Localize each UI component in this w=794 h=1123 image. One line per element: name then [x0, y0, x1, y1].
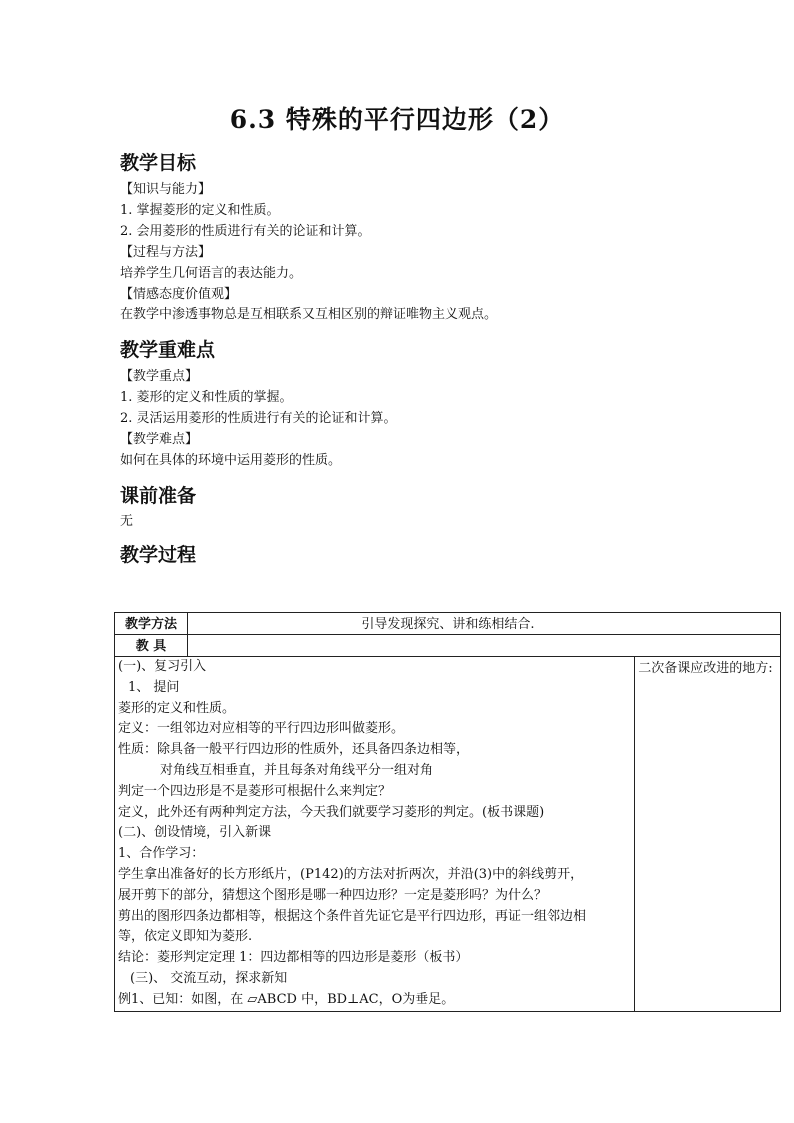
- tools-value: [188, 635, 781, 657]
- objectives-line: 2. 会用菱形的性质进行有关的论证和计算。: [120, 224, 371, 239]
- process-line: 对角线互相垂直，并且每条对角线平分一组对角: [160, 762, 434, 778]
- process-line: 剪出的图形四条边都相等，根据这个条件首先证它是平行四边形，再证一组邻边相: [118, 908, 587, 924]
- objectives-line: 培养学生几何语言的表达能力。: [120, 266, 303, 281]
- keypoints-line: 【教学难点】: [120, 432, 199, 447]
- process-line: 1、合作学习：: [118, 846, 205, 862]
- keypoints-line: 【教学重点】: [120, 369, 199, 384]
- process-line: (一)、复习引入: [118, 659, 207, 674]
- preparation-text: 无: [120, 514, 134, 529]
- process-line: 判定一个四边形是不是菱形可根据什么来判定？: [118, 783, 392, 799]
- objectives-line: 1. 掌握菱形的定义和性质。: [120, 203, 280, 218]
- preparation-heading: 课前准备: [120, 485, 197, 507]
- revision-notes-cell: [635, 657, 781, 1012]
- keypoints-line: 如何在具体的环境中运用菱形的性质。: [120, 453, 342, 468]
- method-value: 引导发现探究、讲和练相结合.: [361, 617, 535, 632]
- objectives-heading: 教学目标: [120, 152, 197, 174]
- process-line: 结论：菱形判定定理 1：四边都相等的四边形是菱形（板书）: [118, 950, 469, 966]
- process-line: 性质：除具备一般平行四边形的性质外，还具备四条边相等，: [118, 742, 470, 758]
- process-line: (二)、创设情境，引入新课: [118, 825, 272, 841]
- process-line: 展开剪下的部分，猜想这个图形是哪一种四边形？一定是菱形吗？为什么？: [118, 887, 548, 903]
- process-line: 菱形的定义和性质。: [118, 700, 236, 716]
- process-content: [115, 657, 635, 1012]
- process-line: (三)、 交流互动，探求新知: [130, 970, 288, 986]
- method-label: 教学方法: [115, 613, 188, 635]
- process-line: 1、 提问: [128, 679, 180, 695]
- objectives-line: 在教学中渗透事物总是互相联系又互相区别的辩证唯物主义观点。: [120, 307, 498, 322]
- lesson-table: [114, 612, 781, 1012]
- objectives-line: 【知识与能力】: [120, 182, 212, 197]
- document-title: 6.3 特殊的平行四边形（2）: [229, 105, 565, 134]
- process-line: 定义：一组邻边对应相等的平行四边形叫做菱形。: [118, 721, 405, 737]
- process-line: 学生拿出准备好的长方形纸片，(P142)的方法对折两次，并沿(3)中的斜线剪开，: [118, 866, 584, 882]
- objectives-line: 【过程与方法】: [120, 245, 212, 260]
- objectives-line: 【情感态度价值观】: [120, 287, 238, 302]
- process-heading: 教学过程: [120, 544, 197, 566]
- method-row: [115, 613, 781, 635]
- keypoints-line: 2. 灵活运用菱形的性质进行有关的论证和计算。: [120, 411, 397, 426]
- process-line: 例1、已知：如图，在 ▱ABCD 中，BD⊥AC，O为垂足。: [118, 991, 455, 1007]
- tools-label: 教 具: [115, 635, 188, 657]
- tools-row: [115, 635, 781, 657]
- method-value-cell: [188, 613, 781, 635]
- process-line: 等，依定义即知为菱形.: [118, 929, 253, 945]
- keypoints-heading: 教学重难点: [120, 339, 216, 361]
- process-line: 定义，此外还有两种判定方法，今天我们就要学习菱形的判定。(板书课题): [118, 804, 545, 820]
- revision-notes-label: 二次备课应改进的地方:: [638, 661, 773, 676]
- process-row: [115, 657, 781, 1012]
- keypoints-line: 1. 菱形的定义和性质的掌握。: [120, 390, 293, 405]
